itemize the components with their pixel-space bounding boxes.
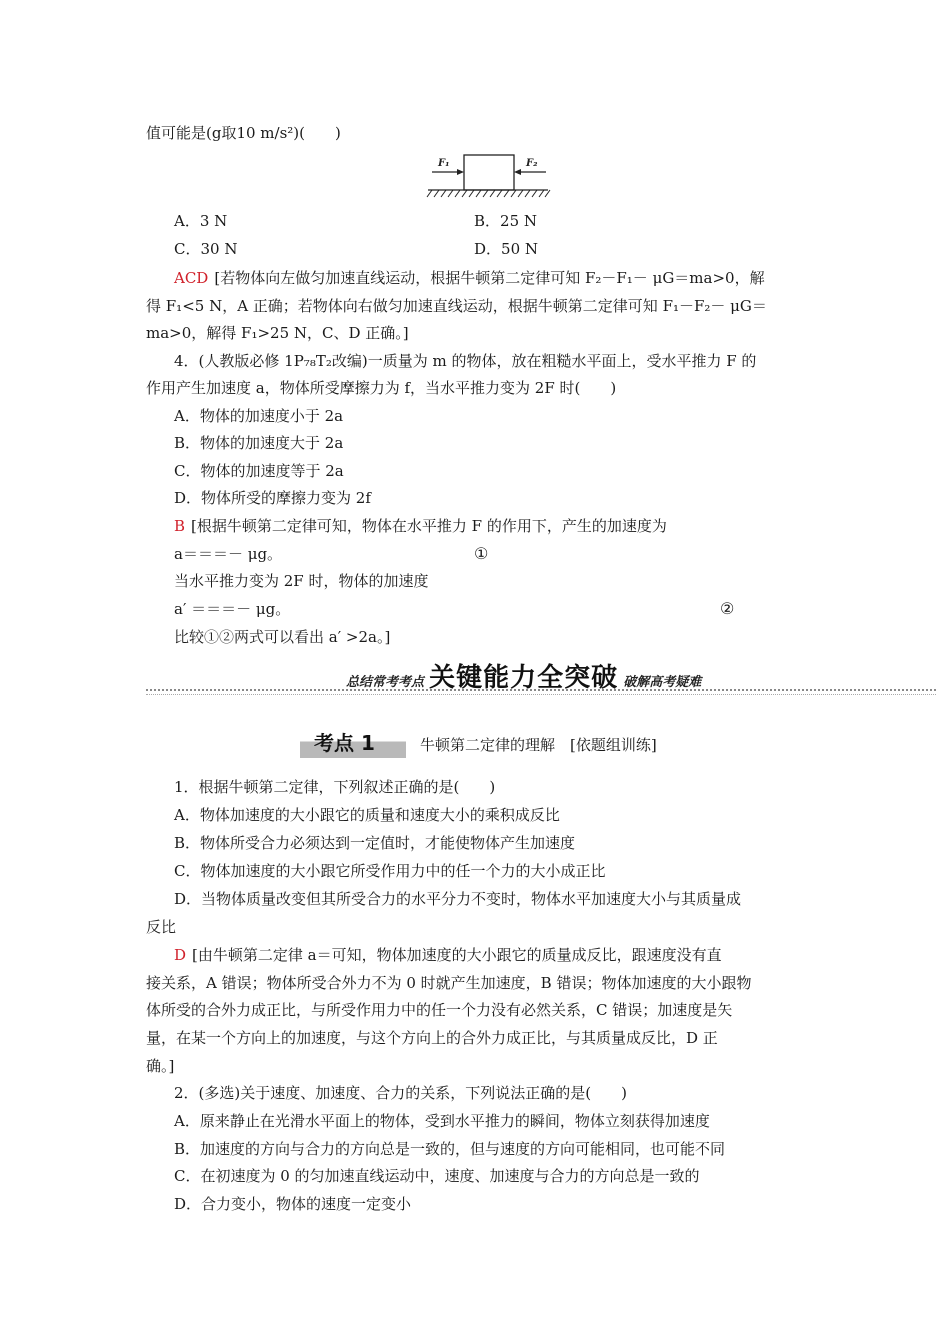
q4-answer-line-3: 当水平推力变为 2F 时，物体的加速度 <box>174 572 429 590</box>
q3-answer-key: ACD <box>174 269 209 287</box>
q3-answer-line-2: 得 F₁<5 N，A 正确；若物体向右做匀加速直线运动，根据牛顿第二定律可知 F₁－F₂－ μG＝ <box>146 297 767 315</box>
q4-stem-line-2: 作用产生加速度 a，物体所受摩擦力为 f，当水平推力变为 2F 时( ) <box>146 379 617 397</box>
f1-label: F₁ <box>438 158 450 169</box>
q4-answer-line-1: B [根据牛顿第二定律可知，物体在水平推力 F 的作用下，产生的加速度为 <box>174 517 667 535</box>
q4-option-c: C．物体的加速度等于 2a <box>174 462 344 480</box>
banner-divider <box>146 689 936 691</box>
equation-mark-2: ② <box>720 599 735 618</box>
banner-left-text: 总结常考考点 <box>346 675 425 690</box>
s1-option-c: C．物体加速度的大小跟它所受作用力中的任一个力的大小成正比 <box>174 862 606 880</box>
q4-equation-2: a′ ＝＝＝－ μg。 <box>174 600 291 618</box>
section-title: 牛顿第二定律的理解 [依题组训练] <box>420 736 657 754</box>
q4-option-a: A．物体的加速度小于 2a <box>174 407 344 425</box>
q3-answer-line-1: ACD [若物体向左做匀加速直线运动，根据牛顿第二定律可知 F₂－F₁－ μG＝ma>0，解 <box>174 269 765 287</box>
s1-option-b: B．物体所受合力必须达到一定值时，才能使物体产生加速度 <box>174 834 576 852</box>
s1-answer-line-1: D [由牛顿第二定律 a＝可知，物体加速度的大小跟它的质量成反比，跟速度没有直 <box>174 946 722 964</box>
q4-option-b: B．物体的加速度大于 2a <box>174 434 344 452</box>
q4-stem-line-1: 4．(人教版必修 1P₇₈T₂改编)一质量为 m 的物体，放在粗糙水平面上，受水平推力 F 的 <box>174 352 757 370</box>
s2-option-d: D．合力变小，物体的速度一定变小 <box>174 1195 412 1213</box>
s1-answer-line-4: 量，在某一个方向上的加速度，与这个方向上的合外力成正比，与其质量成反比，D 正 <box>146 1029 718 1047</box>
banner-right-text: 破解高考疑难 <box>623 675 702 690</box>
s1-option-a: A．物体加速度的大小跟它的质量和速度大小的乘积成反比 <box>174 806 560 824</box>
s1-question: 1．根据牛顿第二定律，下列叙述正确的是( ) <box>174 778 496 796</box>
q4-answer-line-5: 比较①②两式可以看出 a′ >2a。] <box>174 628 391 646</box>
force-diagram <box>426 150 552 202</box>
q3-option-b: B．25 N <box>474 212 538 230</box>
s1-answer-key: D <box>174 946 187 964</box>
q3-answer-line-3: ma>0，解得 F₁>25 N，C、D 正确。] <box>146 324 409 342</box>
s1-option-d-line-2: 反比 <box>146 918 177 936</box>
question-continuation: 值可能是(g取10 m/s²)( ) <box>146 124 341 142</box>
s2-option-b: B．加速度的方向与合力的方向总是一致的，但与速度的方向可能相同，也可能不同 <box>174 1140 726 1158</box>
q4-option-d: D．物体所受的摩擦力变为 2f <box>174 489 371 507</box>
s1-answer-line-5: 确。] <box>146 1057 175 1075</box>
q3-option-d: D．50 N <box>474 240 539 258</box>
s2-question: 2．(多选)关于速度、加速度、合力的关系，下列说法正确的是( ) <box>174 1084 627 1102</box>
ground-hatch <box>427 190 550 197</box>
q4-equation-1: a＝＝＝－ μg。 <box>174 545 283 563</box>
q3-option-a: A．3 N <box>174 212 228 230</box>
s1-answer-line-3: 体所受的合外力成正比，与所受作用力中的任一个力没有必然关系，C 错误；加速度是矢 <box>146 1001 733 1019</box>
q4-answer-key: B <box>174 517 186 535</box>
s2-option-c: C．在初速度为 0 的匀加速直线运动中，速度、加速度与合力的方向总是一致的 <box>174 1167 700 1185</box>
banner-title: 关键能力全突破 <box>429 663 619 693</box>
f2-label: F₂ <box>526 158 538 169</box>
block <box>464 155 514 190</box>
section-tag: 考点 1 <box>300 728 406 758</box>
banner-divider-secondary <box>146 694 936 695</box>
section-banner <box>146 663 936 703</box>
s1-option-d-line-1: D．当物体质量改变但其所受合力的水平分力不变时，物体水平加速度大小与其质量成 <box>174 890 742 908</box>
s2-option-a: A．原来静止在光滑水平面上的物体，受到水平推力的瞬间，物体立刻获得加速度 <box>174 1112 710 1130</box>
q3-option-c: C．30 N <box>174 240 238 258</box>
equation-mark-1: ① <box>474 544 489 563</box>
s1-answer-line-2: 接关系，A 错误；物体所受合外力不为 0 时就产生加速度，B 错误；物体加速度的大小跟物 <box>146 974 752 992</box>
